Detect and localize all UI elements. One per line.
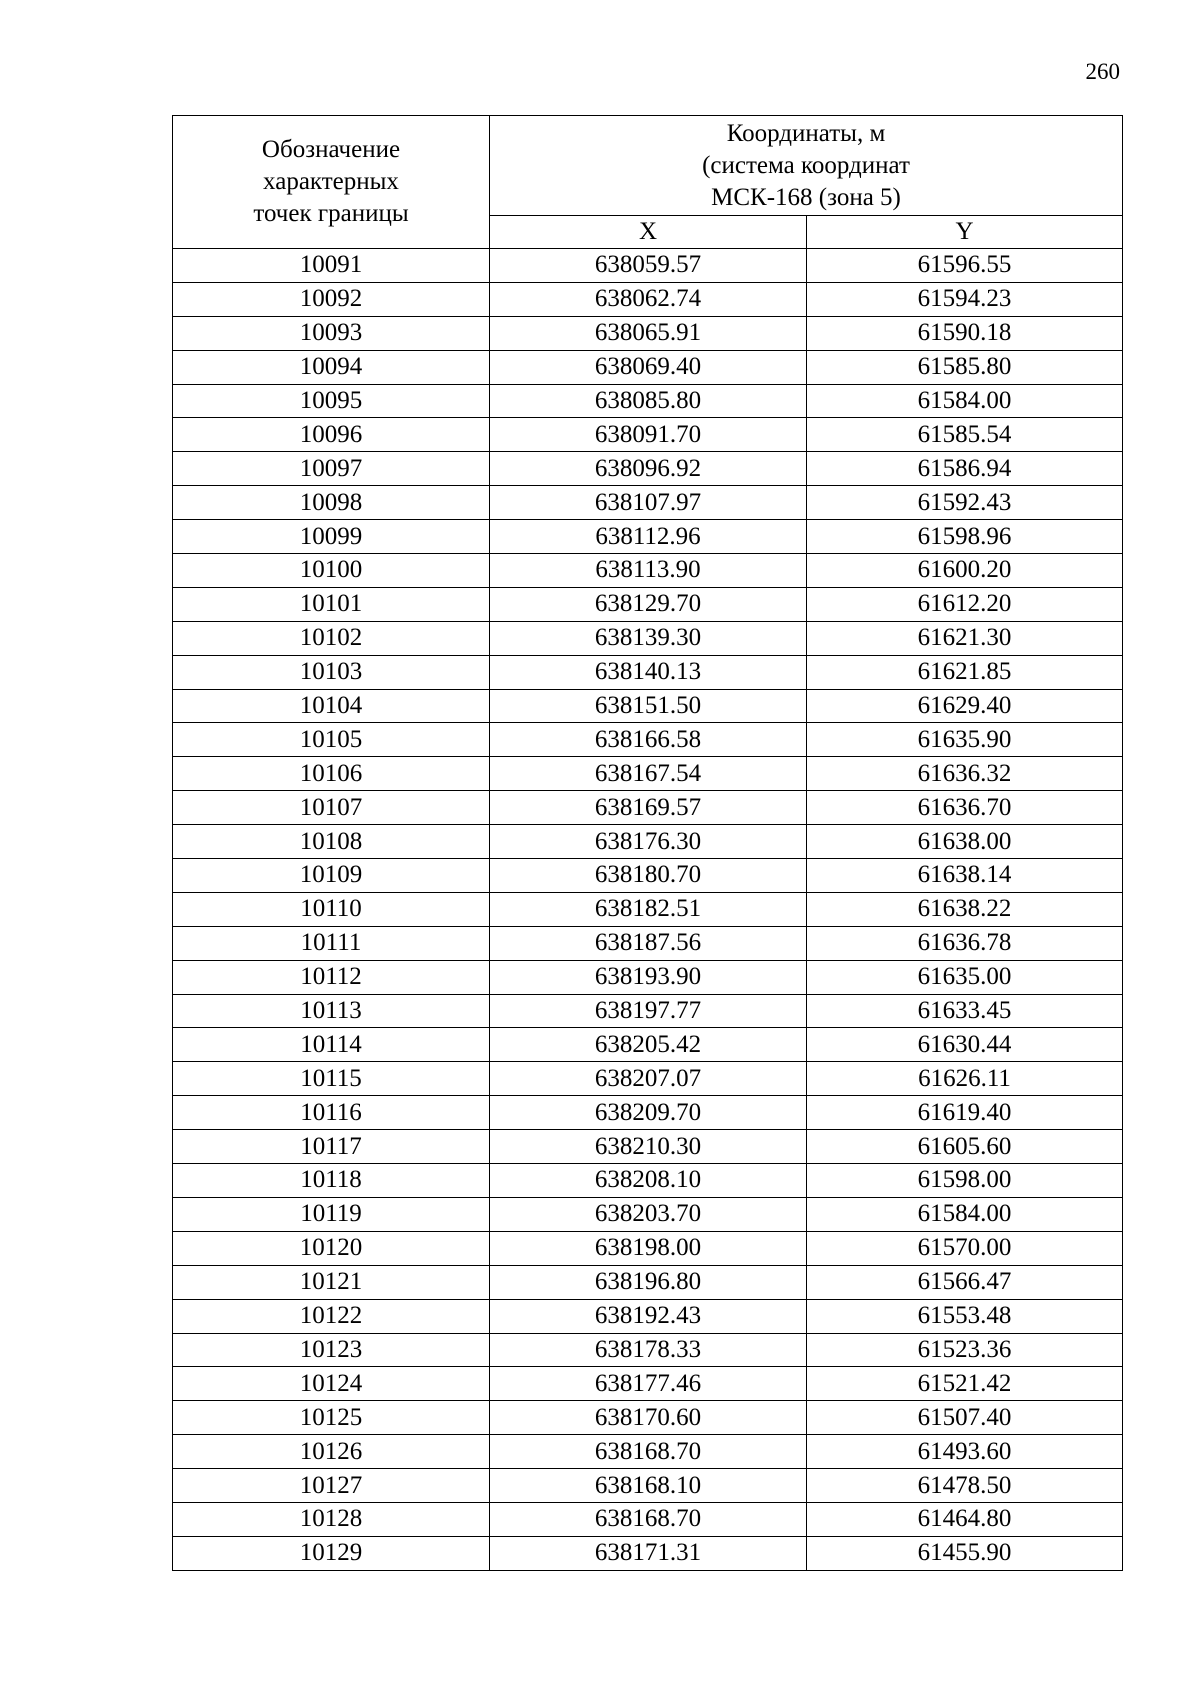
cell-y: 61635.90	[807, 723, 1123, 757]
cell-point-id: 10128	[173, 1502, 490, 1536]
cell-point-id: 10129	[173, 1536, 490, 1570]
cell-point-id: 10104	[173, 689, 490, 723]
cell-x: 638171.31	[490, 1536, 807, 1570]
table-row	[173, 1469, 1123, 1503]
coordinates-table	[172, 115, 1123, 1571]
cell-point-id: 10092	[173, 282, 490, 316]
header-point-line: характерных	[263, 168, 399, 195]
cell-point-id: 10125	[173, 1401, 490, 1435]
cell-x: 638107.97	[490, 486, 807, 520]
cell-y: 61464.80	[807, 1502, 1123, 1536]
cell-y: 61621.30	[807, 621, 1123, 655]
cell-point-id: 10097	[173, 452, 490, 486]
cell-x: 638096.92	[490, 452, 807, 486]
cell-y: 61621.85	[807, 655, 1123, 689]
table-row	[173, 282, 1123, 316]
table-row	[173, 1435, 1123, 1469]
cell-x: 638210.30	[490, 1130, 807, 1164]
cell-point-id: 10105	[173, 723, 490, 757]
table-row	[173, 1333, 1123, 1367]
cell-point-id: 10114	[173, 1028, 490, 1062]
cell-y: 61585.80	[807, 350, 1123, 384]
table-row	[173, 452, 1123, 486]
header-coords-line: Координаты, м	[726, 119, 886, 147]
header-point-line: точек границы	[253, 200, 409, 227]
cell-point-id: 10093	[173, 316, 490, 350]
cell-point-id: 10108	[173, 825, 490, 859]
cell-x: 638170.60	[490, 1401, 807, 1435]
table-row	[173, 859, 1123, 893]
cell-x: 638065.91	[490, 316, 807, 350]
cell-y: 61630.44	[807, 1028, 1123, 1062]
table-row	[173, 1367, 1123, 1401]
cell-y: 61566.47	[807, 1265, 1123, 1299]
cell-point-id: 10118	[173, 1164, 490, 1198]
cell-y: 61626.11	[807, 1062, 1123, 1096]
cell-x: 638167.54	[490, 757, 807, 791]
page-number: 260	[1085, 59, 1120, 84]
cell-x: 638085.80	[490, 384, 807, 418]
table-row	[173, 960, 1123, 994]
cell-y: 61638.00	[807, 825, 1123, 859]
cell-x: 638203.70	[490, 1197, 807, 1231]
table-row	[173, 1299, 1123, 1333]
cell-x: 638113.90	[490, 554, 807, 588]
cell-point-id: 10120	[173, 1231, 490, 1265]
cell-y: 61619.40	[807, 1096, 1123, 1130]
cell-y: 61521.42	[807, 1367, 1123, 1401]
cell-y: 61523.36	[807, 1333, 1123, 1367]
table-row	[173, 1164, 1123, 1198]
table-row	[173, 1536, 1123, 1570]
cell-y: 61478.50	[807, 1469, 1123, 1503]
cell-point-id: 10121	[173, 1265, 490, 1299]
cell-point-id: 10107	[173, 791, 490, 825]
cell-x: 638091.70	[490, 418, 807, 452]
table-row	[173, 486, 1123, 520]
cell-x: 638193.90	[490, 960, 807, 994]
cell-x: 638196.80	[490, 1265, 807, 1299]
cell-x: 638178.33	[490, 1333, 807, 1367]
table-row	[173, 384, 1123, 418]
cell-point-id: 10113	[173, 994, 490, 1028]
cell-x: 638168.70	[490, 1502, 807, 1536]
cell-x: 638112.96	[490, 520, 807, 554]
cell-y: 61636.78	[807, 926, 1123, 960]
table-row	[173, 926, 1123, 960]
cell-point-id: 10123	[173, 1333, 490, 1367]
cell-y: 61570.00	[807, 1231, 1123, 1265]
cell-x: 638139.30	[490, 621, 807, 655]
cell-y: 61605.60	[807, 1130, 1123, 1164]
cell-point-id: 10101	[173, 587, 490, 621]
cell-y: 61636.70	[807, 791, 1123, 825]
cell-x: 638169.57	[490, 791, 807, 825]
cell-point-id: 10112	[173, 960, 490, 994]
cell-y: 61629.40	[807, 689, 1123, 723]
cell-point-id: 10094	[173, 350, 490, 384]
cell-x: 638069.40	[490, 350, 807, 384]
cell-y: 61455.90	[807, 1536, 1123, 1570]
cell-y: 61636.32	[807, 757, 1123, 791]
table-row	[173, 994, 1123, 1028]
header-point-designation	[173, 116, 490, 249]
cell-x: 638205.42	[490, 1028, 807, 1062]
cell-y: 61553.48	[807, 1299, 1123, 1333]
cell-x: 638177.46	[490, 1367, 807, 1401]
table-row	[173, 520, 1123, 554]
cell-x: 638209.70	[490, 1096, 807, 1130]
table-row	[173, 554, 1123, 588]
cell-x: 638151.50	[490, 689, 807, 723]
cell-point-id: 10095	[173, 384, 490, 418]
cell-point-id: 10116	[173, 1096, 490, 1130]
cell-y: 61596.55	[807, 249, 1123, 283]
cell-point-id: 10119	[173, 1197, 490, 1231]
cell-y: 61590.18	[807, 316, 1123, 350]
cell-x: 638197.77	[490, 994, 807, 1028]
table-row	[173, 757, 1123, 791]
cell-point-id: 10122	[173, 1299, 490, 1333]
cell-y: 61584.00	[807, 384, 1123, 418]
cell-point-id: 10103	[173, 655, 490, 689]
cell-y: 61592.43	[807, 486, 1123, 520]
cell-x: 638166.58	[490, 723, 807, 757]
table-row	[173, 621, 1123, 655]
cell-x: 638198.00	[490, 1231, 807, 1265]
cell-y: 61493.60	[807, 1435, 1123, 1469]
table-row	[173, 1062, 1123, 1096]
cell-y: 61600.20	[807, 554, 1123, 588]
cell-x: 638168.10	[490, 1469, 807, 1503]
table-row	[173, 1265, 1123, 1299]
cell-point-id: 10102	[173, 621, 490, 655]
cell-point-id: 10127	[173, 1469, 490, 1503]
cell-point-id: 10098	[173, 486, 490, 520]
cell-point-id: 10100	[173, 554, 490, 588]
table-row	[173, 249, 1123, 283]
header-coords-line: (система координат	[702, 151, 910, 179]
table-row	[173, 1197, 1123, 1231]
table-row	[173, 655, 1123, 689]
cell-point-id: 10117	[173, 1130, 490, 1164]
table-row	[173, 892, 1123, 926]
table-row	[173, 418, 1123, 452]
header-coords-line: МСК-168 (зона 5)	[711, 183, 901, 211]
header-point-line: Обозначение	[261, 136, 401, 163]
cell-y: 61598.96	[807, 520, 1123, 554]
table-row	[173, 1401, 1123, 1435]
cell-y: 61598.00	[807, 1164, 1123, 1198]
table-row	[173, 1502, 1123, 1536]
cell-point-id: 10126	[173, 1435, 490, 1469]
table-row	[173, 1130, 1123, 1164]
cell-x: 638168.70	[490, 1435, 807, 1469]
cell-x: 638207.07	[490, 1062, 807, 1096]
cell-x: 638140.13	[490, 655, 807, 689]
cell-x: 638208.10	[490, 1164, 807, 1198]
cell-y: 61638.22	[807, 892, 1123, 926]
cell-point-id: 10111	[173, 926, 490, 960]
cell-point-id: 10099	[173, 520, 490, 554]
cell-point-id: 10096	[173, 418, 490, 452]
cell-y: 61612.20	[807, 587, 1123, 621]
table-row	[173, 1231, 1123, 1265]
table-row	[173, 587, 1123, 621]
cell-x: 638192.43	[490, 1299, 807, 1333]
cell-point-id: 10109	[173, 859, 490, 893]
table-row	[173, 350, 1123, 384]
cell-x: 638062.74	[490, 282, 807, 316]
cell-y: 61635.00	[807, 960, 1123, 994]
cell-point-id: 10115	[173, 1062, 490, 1096]
cell-y: 61507.40	[807, 1401, 1123, 1435]
header-x: X	[490, 216, 807, 249]
cell-x: 638187.56	[490, 926, 807, 960]
table-row	[173, 791, 1123, 825]
cell-x: 638059.57	[490, 249, 807, 283]
cell-y: 61633.45	[807, 994, 1123, 1028]
cell-x: 638180.70	[490, 859, 807, 893]
table-row	[173, 1028, 1123, 1062]
cell-y: 61585.54	[807, 418, 1123, 452]
table-row	[173, 723, 1123, 757]
cell-y: 61594.23	[807, 282, 1123, 316]
table-row	[173, 1096, 1123, 1130]
table-row	[173, 689, 1123, 723]
cell-y: 61586.94	[807, 452, 1123, 486]
header-coordinates	[490, 116, 1123, 216]
table-row	[173, 316, 1123, 350]
cell-y: 61584.00	[807, 1197, 1123, 1231]
cell-x: 638129.70	[490, 587, 807, 621]
table-row	[173, 825, 1123, 859]
cell-point-id: 10106	[173, 757, 490, 791]
cell-point-id: 10091	[173, 249, 490, 283]
cell-point-id: 10124	[173, 1367, 490, 1401]
cell-x: 638176.30	[490, 825, 807, 859]
header-y: Y	[807, 216, 1123, 249]
cell-point-id: 10110	[173, 892, 490, 926]
cell-x: 638182.51	[490, 892, 807, 926]
cell-y: 61638.14	[807, 859, 1123, 893]
